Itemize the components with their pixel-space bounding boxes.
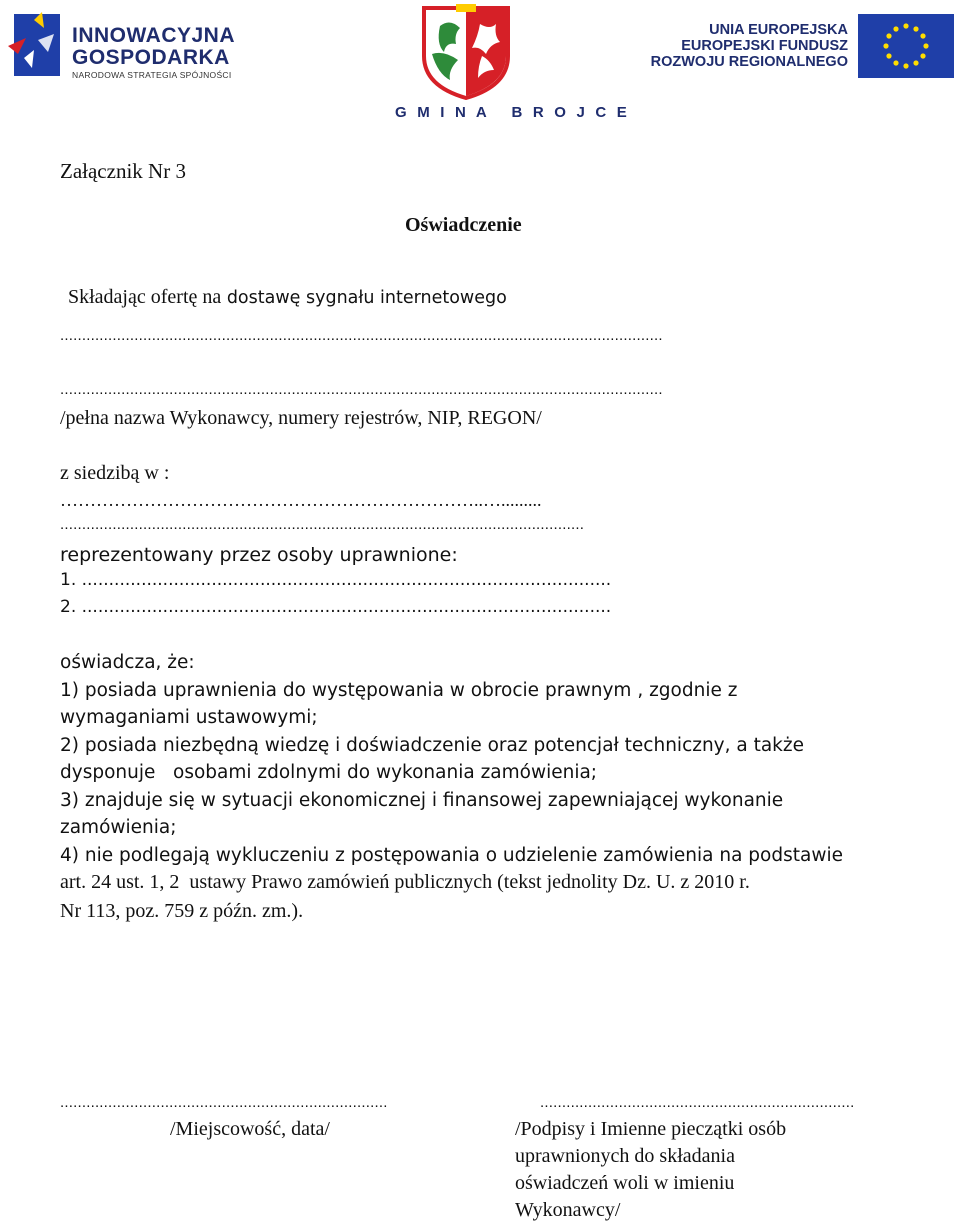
representative-1-line: 1. ..................................................................................................	[60, 570, 612, 590]
innowacyjna-gospodarka-mark-icon	[8, 10, 62, 78]
contractor-hint: /pełna nazwa Wykonawcy, numery rejestrów, NIP, REGON/	[60, 407, 542, 429]
point-2-line-2: dysponuje osobami zdolnymi do wykonania zamówienia;	[60, 762, 598, 783]
intro-line	[60, 268, 507, 309]
municipality-name: G M I N A B R O J C E	[395, 104, 631, 121]
signatures-label-line-3: oświadczeń woli w imieniu	[515, 1172, 735, 1194]
innowacyjna-gospodarka-logo	[8, 10, 248, 80]
seat-label: z siedzibą w :	[60, 462, 170, 484]
logo-line-3: NARODOWA STRATEGIA SPÓJNOŚCI	[72, 70, 232, 80]
eu-flag-icon	[858, 14, 954, 78]
signatures-label-line-2: uprawnionych do składania	[515, 1145, 735, 1167]
intro-subject: dostawę sygnału internetowego	[221, 288, 507, 308]
point-4-line-3: Nr 113, poz. 759 z późn. zm.).	[60, 900, 304, 922]
eu-line-3: ROZWOJU REGIONALNEGO	[650, 54, 848, 70]
logo-line-2: GOSPODARKA	[72, 46, 230, 69]
representative-2-line: 2. ..................................................................................................	[60, 597, 612, 617]
signatures-label-line-1: /Podpisy i Imienne pieczątki osób	[515, 1118, 787, 1140]
place-date-fill-line: ...........................................................................	[60, 1094, 388, 1111]
signatures-fill-line: ........................................................................	[540, 1094, 855, 1111]
intro-prefix: Składając ofertę na	[68, 286, 222, 308]
attachment-number: Załącznik Nr 3	[60, 159, 186, 183]
signatures-label-line-4: Wykonawcy/	[515, 1199, 621, 1221]
point-1-line-1: 1) posiada uprawnienia do występowania w obrocie prawnym , zgodnie z	[60, 680, 738, 701]
represented-by-label: reprezentowany przez osoby uprawnione:	[60, 544, 458, 566]
gmina-coat-of-arms-icon	[420, 4, 512, 100]
logo-line-1: INNOWACYJNA	[72, 24, 236, 47]
document-title: Oświadczenie	[405, 214, 522, 236]
seat-fill-line-1: ……………………………………………………………..….........	[60, 490, 542, 510]
declares-label: oświadcza, że:	[60, 652, 195, 673]
point-2-line-1: 2) posiada niezbędną wiedzę i doświadczenie oraz potencjał techniczny, a także	[60, 735, 804, 756]
contractor-fill-line-2: ..........................................................................................................................................	[60, 381, 663, 398]
contractor-fill-line-1: ..........................................................................................................................................	[60, 327, 663, 344]
point-4-line-1: 4) nie podlegają wykluczeniu z postępowania o udzielenie zamówienia na podstawie	[60, 845, 843, 866]
seat-fill-line-2: ........................................................................................................................	[60, 516, 585, 533]
point-3-line-2: zamówienia;	[60, 817, 177, 838]
point-1-line-2: wymaganiami ustawowymi;	[60, 707, 318, 728]
point-3-line-1: 3) znajduje się w sytuacji ekonomicznej i finansowej zapewniającej wykonanie	[60, 790, 784, 811]
eu-line-1: UNIA EUROPEJSKA	[709, 22, 848, 38]
point-4-line-2: art. 24 ust. 1, 2 ustawy Prawo zamówień publicznych (tekst jednolity Dz. U. z 2010 r.	[60, 871, 750, 893]
eu-line-2: EUROPEJSKI FUNDUSZ	[681, 38, 848, 54]
place-date-label: /Miejscowość, data/	[170, 1118, 330, 1140]
eu-fund-logo-text	[651, 22, 848, 70]
